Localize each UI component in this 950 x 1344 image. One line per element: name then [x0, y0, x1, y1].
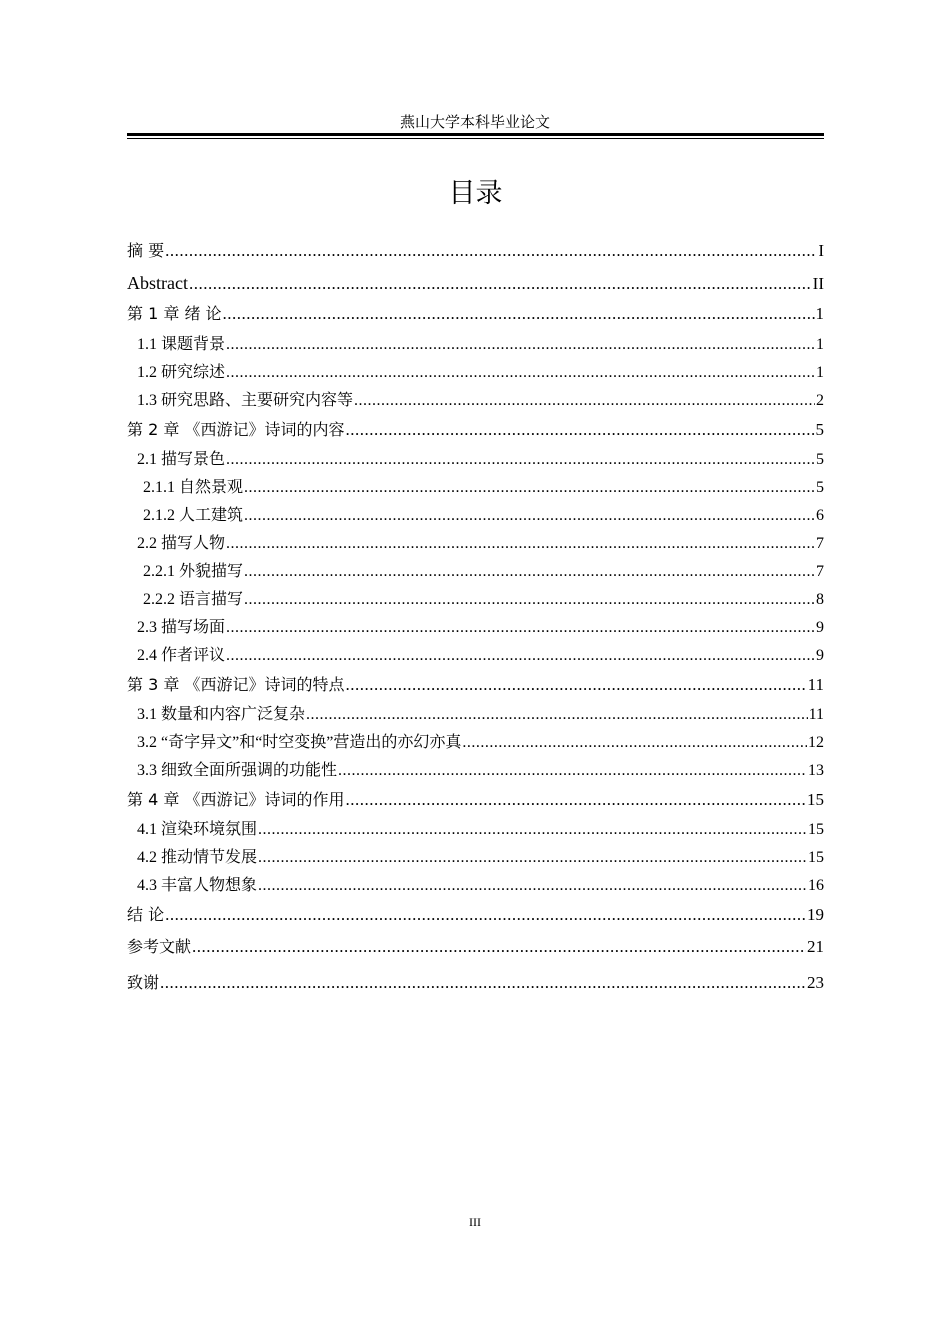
toc-entry-section-4-1[interactable] [127, 819, 824, 841]
toc-page-number: 11 [808, 706, 824, 723]
dot-leader [226, 449, 815, 471]
toc-entry-section-2-2-1[interactable] [127, 561, 824, 583]
toc-entry-chapter-4[interactable] [127, 788, 824, 812]
toc-entry-label: 2.4 作者评议 [137, 647, 226, 664]
toc-page-number: 1 [815, 304, 824, 323]
toc-page-number: 15 [808, 821, 824, 838]
header-rule-thick [127, 133, 824, 136]
toc-entry-chapter-2[interactable] [127, 418, 824, 442]
toc-entry-label: 2.1.2 人工建筑 [143, 507, 244, 524]
toc-page-number: 2 [816, 392, 824, 409]
toc-entry-section-3-2[interactable] [127, 732, 824, 754]
toc-entry-label: 2.2.2 语言描写 [143, 591, 244, 608]
dot-leader [165, 903, 806, 927]
toc-entry-section-2-1[interactable] [127, 449, 824, 471]
dot-leader [244, 561, 815, 583]
toc-entry-section-3-3[interactable] [127, 760, 824, 782]
toc-entry-section-1-1[interactable] [127, 334, 824, 356]
toc-entry-section-2-4[interactable] [127, 645, 824, 667]
toc-entry-section-2-2-2[interactable] [127, 589, 824, 611]
toc-entry-section-2-2[interactable] [127, 533, 824, 555]
toc-page-number: 6 [816, 507, 824, 524]
dot-leader [244, 477, 815, 499]
dot-leader [226, 645, 815, 667]
dot-leader [345, 788, 806, 812]
toc-page-number: 1 [816, 364, 824, 381]
toc-entry-label: 4.3 丰富人物想象 [137, 877, 258, 894]
dot-leader [258, 875, 807, 897]
toc-page-number: 19 [807, 905, 824, 924]
page-title: 目录 [448, 178, 503, 209]
toc-entry-label: 2.1.1 自然景观 [143, 479, 244, 496]
toc-entry-label: 摘 要 [127, 241, 165, 260]
dot-leader [192, 935, 806, 959]
toc-entry-label: 2.1 描写景色 [137, 451, 226, 468]
toc-page-number: 9 [816, 647, 824, 664]
dot-leader [244, 589, 815, 611]
toc-entry-label: 4.2 推动情节发展 [137, 849, 258, 866]
toc-entry-section-3-1[interactable] [127, 704, 824, 726]
toc-page-number: 1 [816, 336, 824, 353]
toc-entry-label: 1.3 研究思路、主要研究内容等 [137, 392, 354, 409]
dot-leader [354, 390, 815, 412]
dot-leader [165, 239, 817, 263]
toc-entry-label: 3.1 数量和内容广泛复杂 [137, 706, 306, 723]
toc-entry-label: 3.2 “奇字异文”和“时空变换”营造出的亦幻亦真 [137, 734, 462, 751]
dot-leader [244, 505, 815, 527]
toc-entry-section-4-2[interactable] [127, 847, 824, 869]
toc-entry-chapter-3[interactable] [127, 673, 824, 697]
toc-entry-label: 致谢 [127, 973, 160, 992]
toc-entry-label: 第 2 章 《西游记》诗词的内容 [127, 420, 345, 439]
toc-entry-abstract-en[interactable] [127, 271, 824, 296]
toc-entry-label: 2.3 描写场面 [137, 619, 226, 636]
dot-leader [345, 418, 814, 442]
toc-page-number: 16 [808, 877, 824, 894]
toc-page-number: 5 [815, 420, 824, 439]
page-number-footer: III [469, 1215, 481, 1229]
toc-entry-label: 第 4 章 《西游记》诗词的作用 [127, 790, 345, 809]
toc-page-number: 7 [816, 563, 824, 580]
dot-leader [223, 302, 815, 326]
toc-entry-section-1-3[interactable] [127, 390, 824, 412]
dot-leader [338, 760, 807, 782]
toc-entry-label: 1.2 研究综述 [137, 364, 226, 381]
toc-entry-label: 2.2 描写人物 [137, 535, 226, 552]
dot-leader [462, 732, 807, 754]
toc-entry-label: Abstract [127, 273, 188, 293]
toc-entry-label: 结 论 [127, 905, 165, 924]
dot-leader [345, 673, 806, 697]
dot-leader [258, 847, 807, 869]
toc-page-number: 15 [808, 849, 824, 866]
dot-leader [189, 272, 812, 296]
toc-page-number: 13 [808, 762, 824, 779]
toc-entry-section-2-1-2[interactable] [127, 505, 824, 527]
toc-page-number: 5 [816, 479, 824, 496]
toc-entry-label: 1.1 课题背景 [137, 336, 226, 353]
dot-leader [160, 971, 806, 995]
toc-entry-acknowledgements[interactable] [127, 971, 824, 995]
toc-entry-conclusion[interactable] [127, 903, 824, 927]
dot-leader [226, 617, 815, 639]
toc-entry-label: 参考文献 [127, 937, 192, 956]
header-rule-thin [127, 138, 824, 139]
running-header: 燕山大学本科毕业论文 [399, 115, 550, 131]
dot-leader [226, 334, 815, 356]
dot-leader [226, 533, 815, 555]
toc-page-number: 21 [807, 937, 824, 956]
toc-entry-label: 第 1 章 绪 论 [127, 304, 222, 323]
toc-entry-label: 第 3 章 《西游记》诗词的特点 [127, 675, 345, 694]
toc-page-number: 7 [816, 535, 824, 552]
toc-entry-section-4-3[interactable] [127, 875, 824, 897]
toc-entry-section-2-1-1[interactable] [127, 477, 824, 499]
dot-leader [306, 704, 808, 726]
toc-page-number: 8 [816, 591, 824, 608]
toc-page-number: 15 [807, 790, 824, 809]
dot-leader [226, 362, 815, 384]
toc-entry-section-2-3[interactable] [127, 617, 824, 639]
dot-leader [258, 819, 807, 841]
toc-page-number: 23 [807, 973, 824, 992]
toc-page-number: II [812, 274, 824, 293]
toc-entry-references[interactable] [127, 935, 824, 959]
toc-entry-label: 2.2.1 外貌描写 [143, 563, 244, 580]
toc-page-number: 9 [816, 619, 824, 636]
toc-entry-chapter-1[interactable] [127, 302, 824, 326]
toc-page-number: 12 [808, 734, 824, 751]
toc-entry-section-1-2[interactable] [127, 362, 824, 384]
toc-page-number: 11 [807, 675, 824, 694]
toc-entry-label: 4.1 渲染环境氛围 [137, 821, 258, 838]
toc-entry-label: 3.3 细致全面所强调的功能性 [137, 762, 338, 779]
toc-page-number: 5 [816, 451, 824, 468]
toc-entry-abstract-cn[interactable] [127, 239, 824, 263]
toc-page-number: I [818, 241, 824, 260]
